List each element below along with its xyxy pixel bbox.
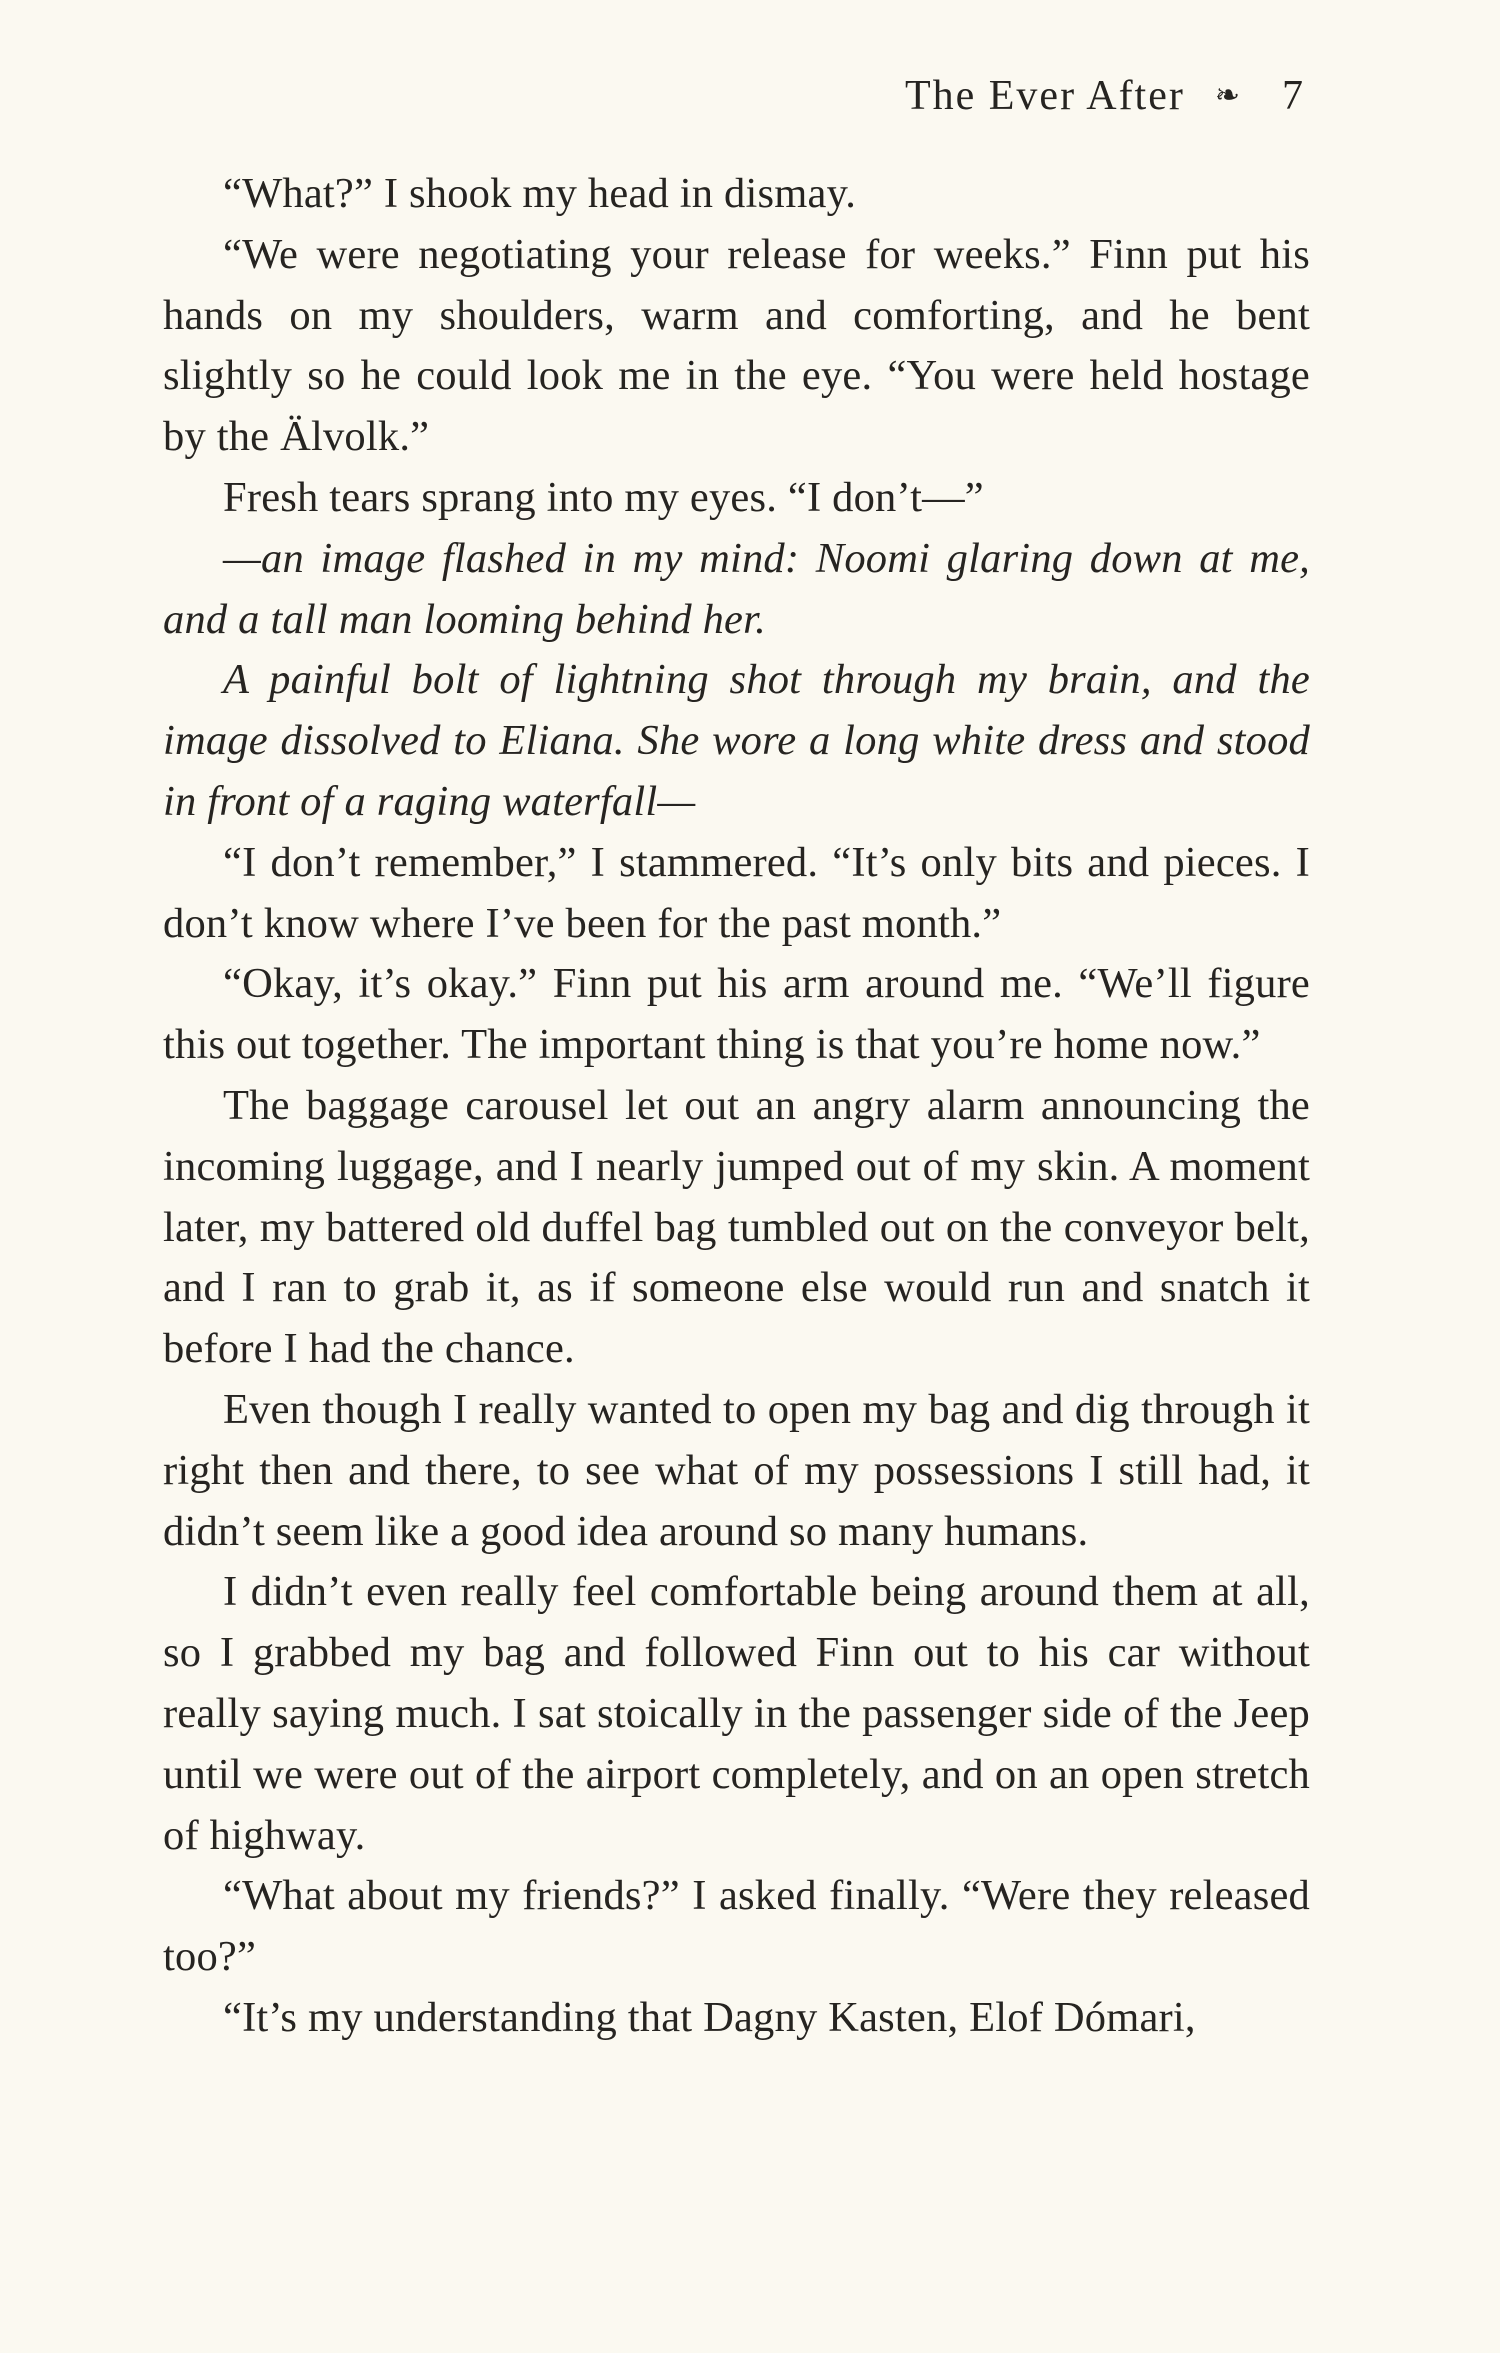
paragraph-3: Fresh tears sprang into my eyes. “I don’t—”: [223, 473, 984, 521]
paragraph-5-flashback: A painful bolt of lightning shot through my brain, and the image dissolved to Eliana. She wore a long white dress and stood in front of a raging waterfall—: [163, 656, 1310, 825]
paragraph-9: Even though I really wanted to open my bag and dig through it right then and there, to see what of my possessions I still had, it didn’t seem like a good idea around so many humans.: [163, 1385, 1310, 1555]
page-body: [163, 164, 1310, 2049]
ornament-icon: ❧: [1214, 79, 1242, 112]
paragraph-2: “We were negotiating your release for weeks.” Finn put his hands on my shoulders, warm and comforting, and he bent slightly so he could look me in the eye. “You were held hostage by the Älvolk.”: [163, 230, 1310, 461]
paragraph-11: “What about my friends?” I asked finally. “Were they released too?”: [163, 1872, 1310, 1981]
paragraph-12: “It’s my understanding that Dagny Kasten, Elof Dómari,: [223, 1993, 1196, 2041]
paragraph-6: “I don’t remember,” I stammered. “It’s only bits and pieces. I don’t know where I’ve been for the past month.”: [163, 838, 1310, 947]
paragraph-8: The baggage carousel let out an angry alarm announcing the incoming luggage, and I nearly jumped out of my skin. A moment later, my battered old duffel bag tumbled out on the conveyor belt, and I ran to grab it, as if someone else would run and snatch it before I had the chance.: [163, 1081, 1310, 1373]
paragraph-7: “Okay, it’s okay.” Finn put his arm around me. “We’ll figure this out together. The important thing is that you’re home now.”: [163, 960, 1310, 1069]
paragraph-4-flashback: —an image flashed in my mind: Noomi glaring down at me, and a tall man looming behind her.: [163, 534, 1310, 643]
page-number: 7: [1282, 73, 1305, 119]
running-head: [905, 68, 1305, 124]
paragraph-1: “What?” I shook my head in dismay.: [223, 170, 857, 217]
paragraph-10: I didn’t even really feel comfortable being around them at all, so I grabbed my bag and followed Finn out to his car without really saying much. I sat stoically in the passenger side of the Jeep until we were out of the airport completely, and on an open stretch of highway.: [163, 1568, 1310, 1859]
running-title: The Ever After: [904, 73, 1185, 119]
